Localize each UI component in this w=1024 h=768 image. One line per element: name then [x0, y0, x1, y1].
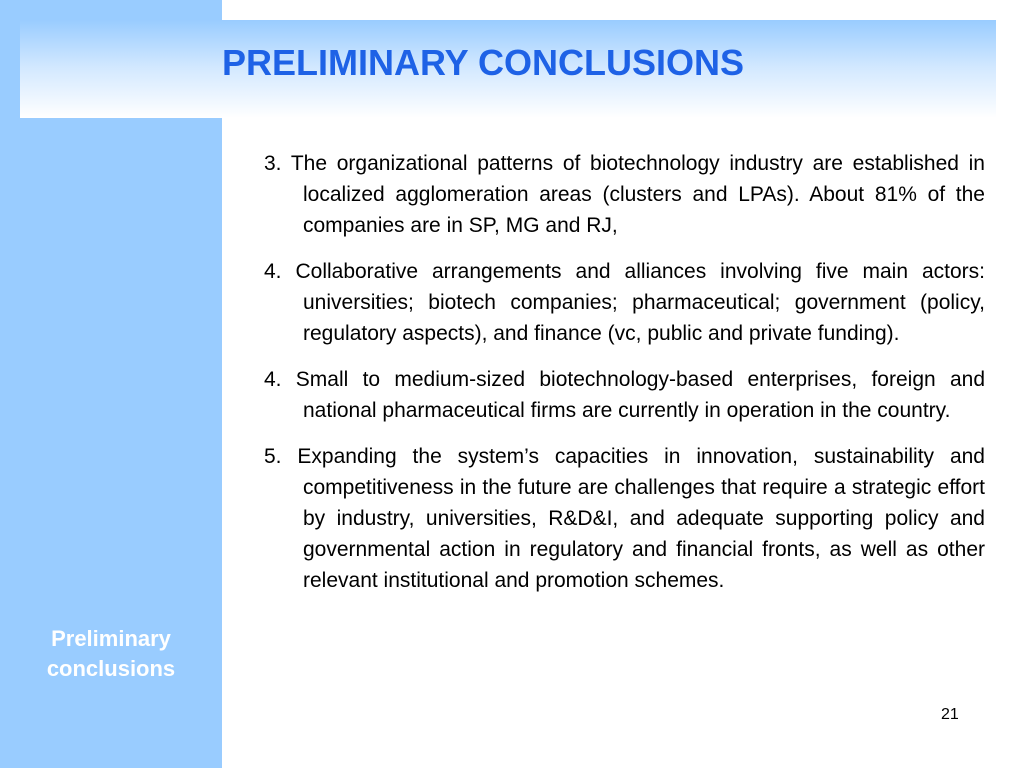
page-number: 21 [941, 706, 959, 723]
conclusion-item-1: 3. The organizational patterns of biotechnology industry are established in localized agglomeration areas (clusters and LPAs). About 81% of the companies are in SP, MG and RJ, [264, 152, 985, 237]
slide-title: PRELIMINARY CONCLUSIONS [222, 42, 745, 83]
conclusion-item-4: 5. Expanding the system’s capacities in innovation, sustainability and competitiveness in the future are challenges that require a strategic effort by industry, universities, R&D&I, and adequate supporting policy and governmental action in regulatory and financial fronts, as well as other relevant institutional and promotion schemes. [264, 445, 985, 592]
conclusions-list [264, 148, 985, 611]
sidebar-section-label: Preliminary conclusions [46, 626, 176, 681]
conclusion-item-2: 4. Collaborative arrangements and alliances involving five main actors: universities; biotech companies; pharmaceutical; government (policy, regulatory aspects), and finance (vc, public and private funding). [264, 260, 985, 345]
conclusion-item-3: 4. Small to medium-sized biotechnology-based enterprises, foreign and national pharmaceutical firms are currently in operation in the country. [264, 368, 985, 422]
